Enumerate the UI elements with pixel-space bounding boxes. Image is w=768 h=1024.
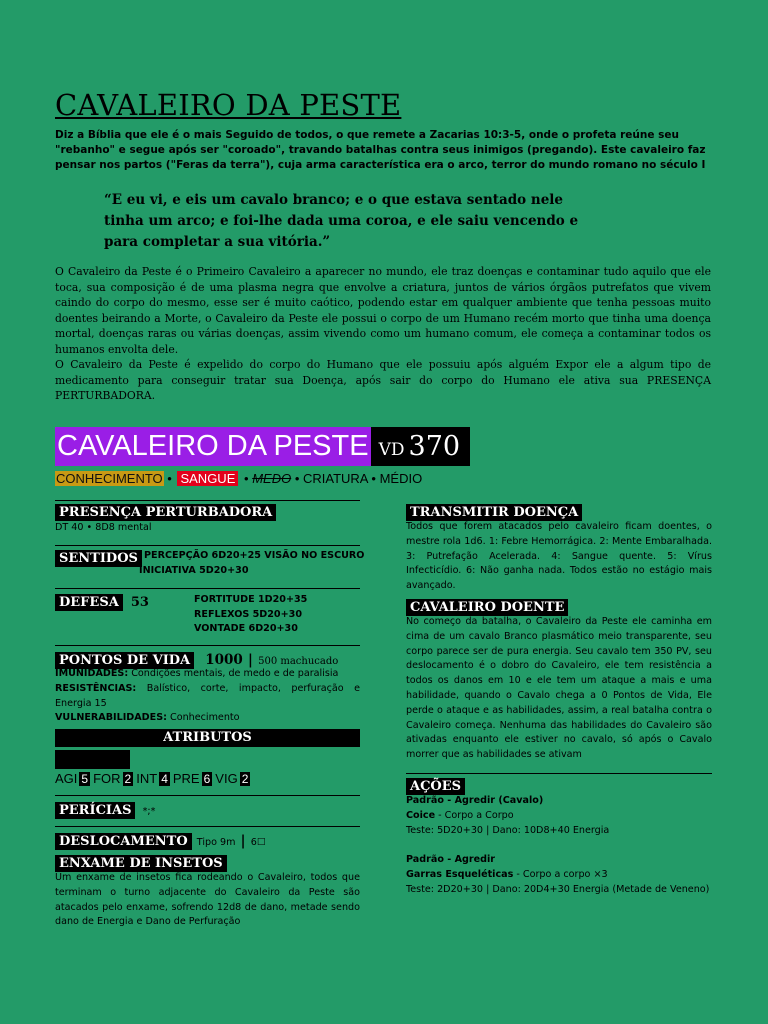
sentidos-header: SENTIDOS — [55, 550, 142, 567]
reflexos: REFLEXOS 5D20+30 — [194, 608, 302, 620]
acoes-list — [406, 794, 712, 898]
tag-medio: MÉDIO — [379, 471, 423, 486]
acao-2-test: Teste: 2D20+30 | Dano: 20D4+30 Energia (Metade de Veneno) — [406, 883, 710, 895]
vulnerabilidades-label: VULNERABILIDADES: — [55, 712, 167, 724]
enxame-section — [55, 852, 227, 872]
acoes-section — [406, 775, 465, 795]
pericias-section — [55, 799, 155, 820]
imunidades-label: IMUNIDADES: — [55, 668, 129, 679]
attr-pre-label: PRE — [172, 771, 200, 786]
vontade: VONTADE 6D20+30 — [194, 623, 298, 634]
sentidos-line-1: PERCEPÇÃO 6D20+25 VISÃO NO ESCURO — [144, 550, 365, 561]
defesa-saves — [194, 593, 307, 637]
defesa-section — [55, 591, 149, 611]
acao-2-attack — [406, 868, 712, 883]
transmitir-section — [406, 501, 582, 521]
pv-value: 1000 — [205, 652, 243, 668]
tag-medo: MEDO — [252, 471, 292, 486]
description-paragraph-1: O Cavaleiro da Peste é o Primeiro Cavaleiro a aparecer no mundo, ele traz doenças e contaminar tudo aquilo que ele toca, sua composição é de uma plasma negra que envolve a criatura, juntos de vários órgãos putrefatos que vivem caindo do corpo do mesmo, esse ser é muito caótico, podendo estar em qualquer ambiente que tenha pessoas muito doentes beirando a Morte, o Cavaleiro da Peste ele possui o corpo de um Humano recém morto que tinha uma doença mortal, doenças raras ou várias doenças, assim vivendo como um humano comum, ele começa a contaminar todos os humanos envolta dele. — [55, 265, 711, 356]
tag-criatura: CRIATURA — [303, 471, 368, 486]
resistencias — [55, 682, 360, 712]
resistencias-text: Balístico, corte, impacto, perfuração e Energia 15 — [55, 682, 360, 709]
description-paragraph-2: O Cavaleiro da Peste é expelido do corpo do Humano que ele possuiu após alguém Expor ele a algum tipo de medicamento para conseguir tratar sua Doença, após sair do corpo do Humano ele ativa sua PRESENÇA PERTURBADORA. — [55, 358, 711, 402]
acao-1-name: Coice — [406, 809, 436, 821]
creature-tags — [55, 471, 422, 486]
acao-2-range: - Corpo a corpo ×3 — [513, 868, 608, 880]
attr-for-label: FOR — [93, 771, 121, 786]
presenca-header: PRESENÇA PERTURBADORA — [55, 504, 276, 521]
attr-agi-value: 5 — [81, 772, 89, 786]
deslocamento-header: DESLOCAMENTO — [55, 833, 192, 850]
vd-badge — [371, 427, 470, 466]
transmitir-text: Todos que forem atacados pelo cavaleiro ficam doentes, o mestre rola 1d6. 1: Febre Hemorrágica. 2: Mente Embaralhada. 3: Putrefação Acelerada. 4: Sangue quente. 5: Vírus Infecticídio. 6: Não ganha nada. Todos estão no estágio mais avançado. — [406, 521, 712, 592]
pv-header: PONTOS DE VIDA — [55, 652, 194, 669]
divider — [55, 588, 360, 589]
deslocamento-text: Tipo 9m — [196, 837, 236, 848]
vulnerabilidades-text: Conhecimento — [170, 712, 240, 724]
transmitir-header: TRANSMITIR DOENÇA — [406, 504, 582, 521]
pericias-header: PERÍCIAS — [55, 802, 135, 819]
defesa-header: DEFESA — [55, 594, 123, 611]
vd-value: 370 — [408, 431, 461, 462]
attr-int-label: INT — [136, 771, 158, 786]
page-title: CAVALEIRO DA PESTE — [55, 88, 402, 122]
presenca-text: DT 40 • 8D8 mental — [55, 522, 152, 533]
enxame-text: Um enxame de insetos fica rodeando o Cavaleiro, todos que terminam o turno adjacente do Cavaleiro da Peste são atacados pelo enxame, sofrendo 12d8 de dano, metade sendo dano de Energia e Dano de Perfuração — [55, 872, 360, 928]
acao-2-type: Padrão - Agredir — [406, 854, 495, 866]
doente-text: No começo da batalha, o Cavaleiro da Peste ele caminha em cima de um cavalo Branco plasmático meio transparente, seu corpo parece ser de pura energia. Seu cavalo tem 350 PV, seu deslocamento é o dobro do Cavaleiro, ele tem resistência a todos os danos em 10 e ele tem um ataque a mais e uma habilidade, quando o Cavalo chega a 0 Pontos de Vida, Ele perde o ataque e as habilidades, assim, a real batalha contra o Cavaleiro começa. Nenhuma das habilidades do Cavaleiro são ativadas enquanto ele estiver no cavalo, só após o Cavalo morrer que as habilidades se ativam — [406, 616, 712, 761]
presenca-section — [55, 501, 276, 521]
attr-pre-value: 6 — [203, 772, 211, 786]
tag-conhecimento: CONHECIMENTO — [56, 471, 163, 486]
deslocamento-extra: 6☐ — [250, 837, 266, 848]
creature-banner — [55, 427, 470, 466]
pericias-text: *;* — [142, 806, 156, 817]
doente-header: CAVALEIRO DOENTE — [406, 599, 568, 616]
doente-section — [406, 596, 568, 616]
spacer — [406, 838, 712, 853]
defenses-block — [55, 667, 360, 726]
attr-vig-value: 2 — [241, 772, 249, 786]
attr-vig-label: VIG — [215, 771, 238, 786]
pv-section — [55, 649, 338, 669]
tag-sangue: SANGUE — [177, 471, 238, 486]
sentidos-section — [55, 547, 142, 567]
pv-separator: | — [247, 652, 253, 668]
divider — [55, 545, 360, 546]
imunidades — [55, 667, 360, 682]
acao-2-name: Garras Esqueléticas — [406, 868, 514, 880]
attr-agi-label: AGI — [55, 771, 78, 786]
creature-name: CAVALEIRO DA PESTE — [55, 427, 371, 466]
intro-paragraph: Diz a Bíblia que ele é o mais Seguido de todos, o que remete a Zacarias 10:3-5, onde o profeta reúne seu "rebanho" e segue após ser "coroado", travando batalhas contra seus inimigos (pregando). Este cavaleiro faz pensar nos partos ("Feras da terra"), cuja arma característica era o arco, terror do mundo romano no século I — [55, 129, 706, 171]
pv-machucado: 500 machucado — [258, 656, 339, 667]
fortitude: FORTITUDE 1D20+35 — [194, 594, 308, 605]
defesa-value: 53 — [130, 595, 149, 610]
vd-label: VD — [378, 440, 405, 460]
resistencias-label: RESISTÊNCIAS: — [55, 682, 137, 694]
atributos-image-bar — [55, 750, 130, 769]
acao-1-range: - Corpo a Corpo — [435, 809, 514, 821]
tag-separator: • — [294, 471, 300, 486]
deslocamento-section — [55, 830, 265, 851]
acao-1-type: Padrão - Agredir (Cavalo) — [406, 795, 544, 806]
divider — [55, 645, 360, 646]
attr-int-value: 4 — [161, 772, 168, 786]
enxame-header: ENXAME DE INSETOS — [55, 855, 227, 872]
deslocamento-separator: | — [240, 833, 246, 849]
vulnerabilidades — [55, 711, 360, 726]
divider — [55, 826, 360, 827]
tag-separator: • — [167, 471, 172, 486]
tag-separator: • — [244, 471, 249, 486]
divider — [406, 773, 712, 774]
acoes-header: AÇÕES — [406, 778, 465, 795]
sentidos-line-2: INICIATIVA 5D20+30 — [139, 565, 249, 576]
acao-1-attack — [406, 809, 712, 824]
bible-quote: “E eu vi, e eis um cavalo branco; e o que estava sentado nele tinha um arco; e foi-lhe dada uma coroa, e ele saiu vencendo e para completar a sua vitória.” — [104, 192, 579, 250]
description — [55, 264, 711, 404]
attr-for-value: 2 — [124, 772, 132, 786]
imunidades-text: Condições mentais, de medo e de paralisia — [131, 668, 339, 679]
atributos-header: ATRIBUTOS — [55, 729, 360, 747]
atributos-row — [55, 771, 253, 786]
acao-1-test: Teste: 5D20+30 | Dano: 10D8+40 Energia — [406, 824, 610, 836]
tag-separator: • — [371, 471, 376, 486]
divider — [55, 795, 360, 796]
